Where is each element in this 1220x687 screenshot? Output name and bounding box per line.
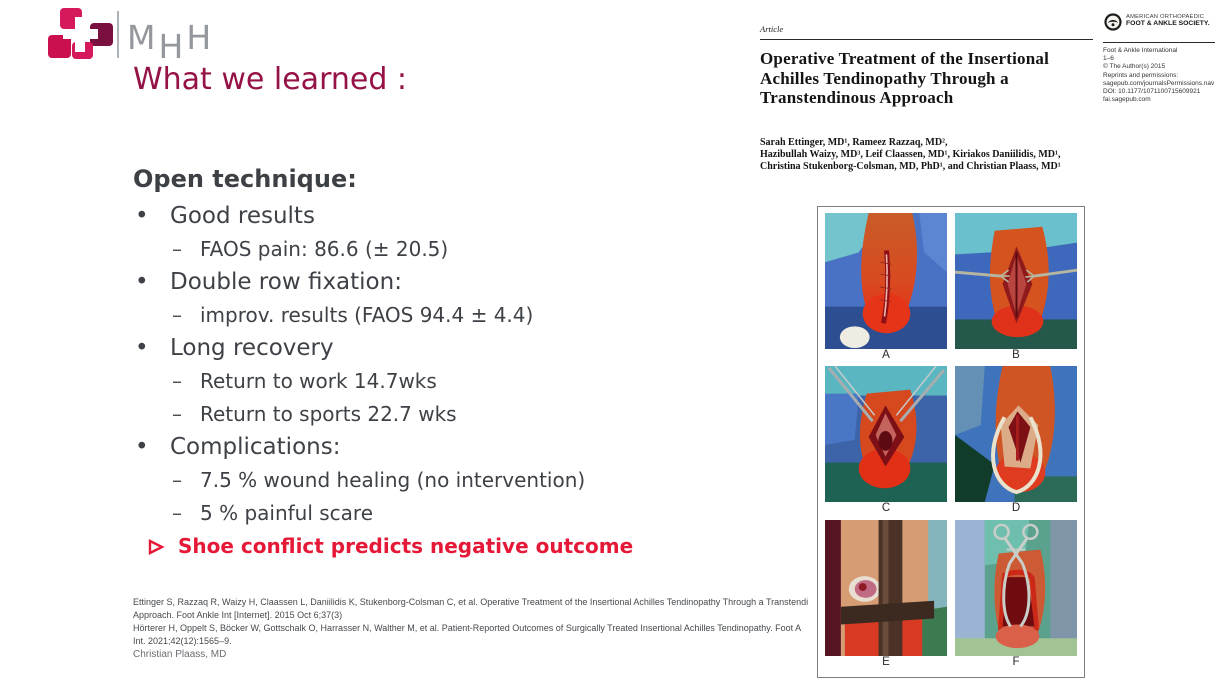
figure-photo-b [955,213,1077,349]
section-heading: Open technique: [133,165,357,193]
reference-line: Int. 2021;42(12):1565–9. [133,636,232,646]
reference-line: Ettinger S, Razzaq R, Waizy H, Claassen L, Daniilidis K, Stukenborg-Colsman C, et al. Operative Treatment of the Insertional Achilles Tendinopathy Through a Transtendi [133,597,809,607]
highlight-text: Shoe conflict predicts negative outcome [178,534,634,558]
bullet-item: • Long recovery [133,332,743,365]
reference-line: Approach. Foot Ankle Int [Internet]. 2015 Oct 6;37(3) [133,610,343,620]
reference-list [133,596,836,648]
figure-cell [825,366,947,517]
author-line: Christina Stukenborg-Colsman, MD, PhD¹, and Christian Plaass, MD¹ [760,161,1061,172]
logo-letter: H [158,27,184,66]
journal-info-line: Reprints and permissions: [1103,71,1179,79]
figure-photo-a [825,213,947,349]
figure-label: E [882,655,890,668]
paper-title-line: Transtendinous Approach [760,88,954,107]
society-name [1126,12,1210,27]
journal-info-line: sagepub.com/journalsPermissions.nav [1103,79,1215,87]
header-rule [760,39,1093,40]
article-kicker: Article [760,24,784,34]
journal-info [1103,47,1214,104]
reference-line: Hörterer H, Oppelt S, Böcker W, Gottschalk O, Harrasser N, Walther M, et al. Patient-Reported Outcomes of Surgically Treated Insertional Achilles Tendinopathy. Foot A [133,623,802,633]
presenter-name: Christian Plaass, MD [133,649,227,660]
journal-info-line: 1–6 [1103,55,1114,63]
figure-label: A [882,349,890,361]
figure-photo-c [825,366,947,502]
sub-bullet-item: – FAOS pain: 86.6 (± 20.5) [133,233,743,266]
bullet-item: • Complications: [133,431,743,464]
figure-cell [955,520,1077,671]
journal-info-line: fai.sagepub.com [1103,96,1151,104]
bullet-list [133,164,743,563]
logo-letter: M [127,18,156,57]
figure-label: B [1012,349,1020,361]
sub-bullet-item: – Return to sports 22.7 wks [133,398,743,431]
masthead-rule [1103,42,1215,43]
author-line: Sarah Ettinger, MD¹, Rameez Razzaq, MD², [760,137,948,148]
logo-letter: H [186,18,212,57]
mhh-logo-icon [48,8,114,60]
paper-authors [760,137,1061,173]
figure-cell [955,366,1077,517]
figure-cell [955,213,1077,364]
logo-divider [117,11,119,58]
figure-photo-d [955,366,1077,502]
figure-photo-f [955,520,1077,656]
sub-bullet-item: – 5 % painful scare [133,497,743,530]
paper-title [760,49,1049,108]
figure-cell [825,520,947,671]
aofas-logo-icon [1103,12,1123,32]
paper-title-line: Achilles Tendinopathy Through a [760,68,1009,88]
society-line: FOOT & ANKLE SOCIETY. [1126,20,1210,27]
figure-panel [817,206,1085,678]
journal-info-line: © The Author(s) 2015 [1103,63,1166,71]
mhh-wordmark [127,18,212,66]
figure-label: C [881,502,891,515]
author-line: Hazibullah Waizy, MD³, Leif Claassen, MD¹, Kiriakos Daniilidis, MD¹, [760,149,1061,160]
arrow-bullet-icon [147,538,165,556]
highlight-bullet-item [133,530,743,563]
sub-bullet-item: – improv. results (FAOS 94.4 ± 4.4) [133,299,743,332]
logo-cross-icon [63,29,98,39]
society-line: AMERICAN ORTHOPAEDIC [1126,14,1205,20]
sub-bullet-item: – Return to work 14.7wks [133,365,743,398]
bullet-item: • Good results [133,200,743,233]
figure-label: D [1011,502,1021,515]
bullet-item: • Double row fixation: [133,266,743,299]
paper-title-line: Operative Treatment of the Insertional [760,49,1049,68]
figure-label: F [1012,655,1020,668]
journal-info-line: DOI: 10.1177/1071100715609921 [1103,88,1201,96]
journal-info-line: Foot & Ankle International [1103,47,1178,54]
figure-cell [825,213,947,364]
figure-photo-e [825,520,947,656]
slide-title: What we learned : [133,62,408,97]
society-masthead [1103,12,1210,32]
sub-bullet-item: – 7.5 % wound healing (no intervention) [133,464,743,497]
